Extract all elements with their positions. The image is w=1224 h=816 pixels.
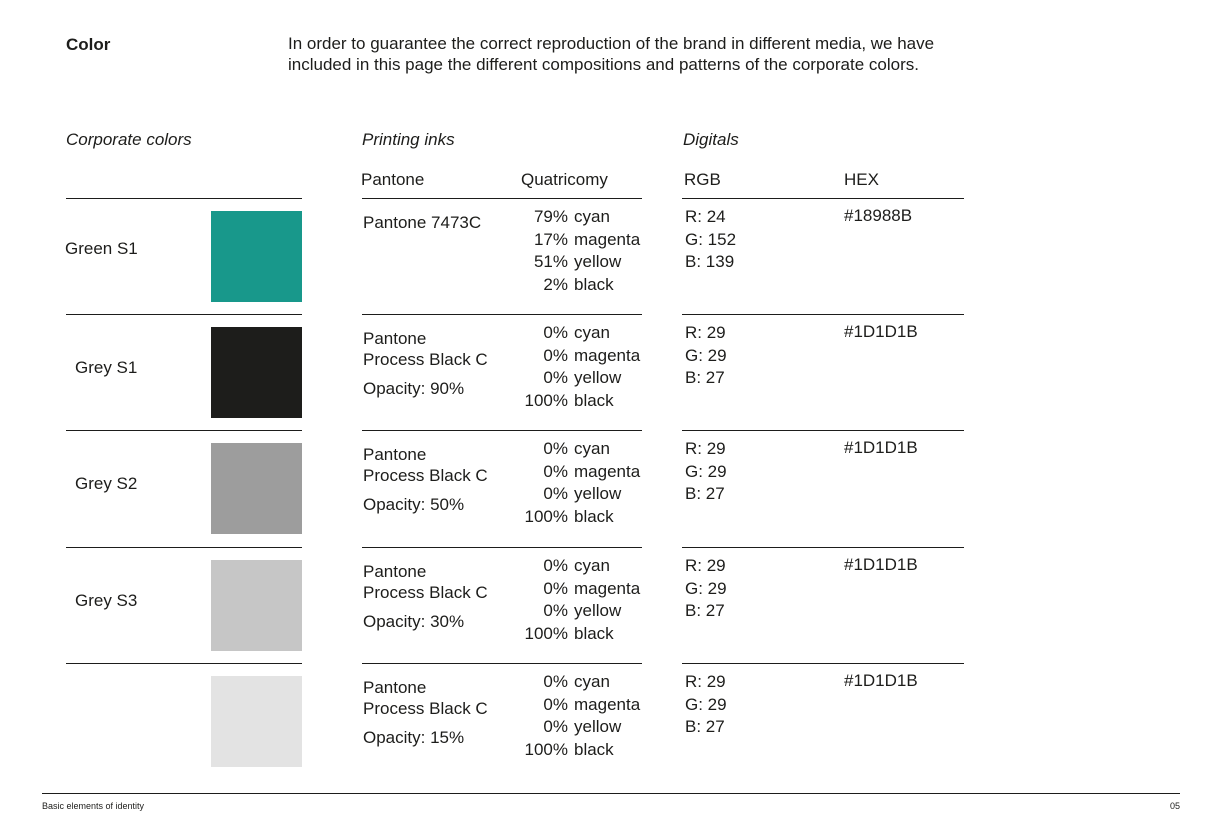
cmyk-line bbox=[510, 694, 640, 717]
opacity-value: Opacity: 15% bbox=[363, 728, 465, 747]
cmyk-ink: magenta bbox=[574, 461, 641, 481]
cmyk-values bbox=[510, 206, 640, 296]
table-row bbox=[0, 430, 1224, 547]
cmyk-line bbox=[510, 623, 640, 646]
cmyk-ink: black bbox=[574, 506, 614, 526]
cmyk-line bbox=[510, 506, 640, 529]
cmyk-percent: 0% bbox=[543, 694, 568, 714]
cmyk-percent: 100% bbox=[524, 623, 568, 643]
hex-value: #1D1D1B bbox=[844, 322, 918, 341]
table-row bbox=[0, 663, 1224, 780]
rgb-line: B: 27 bbox=[685, 601, 725, 620]
cmyk-percent: 0% bbox=[543, 717, 568, 736]
cmyk-percent: 100% bbox=[524, 390, 568, 410]
rgb-values bbox=[685, 671, 727, 739]
page-title: Color bbox=[66, 35, 111, 54]
rgb-values bbox=[685, 206, 736, 274]
cmyk-line bbox=[510, 739, 640, 762]
cmyk-line bbox=[510, 600, 640, 623]
cmyk-percent: 79% bbox=[533, 207, 568, 226]
rgb-line: R: 29 bbox=[685, 439, 726, 458]
intro-paragraph: In order to guarantee the correct reproduction of the brand in different media, we have included in this page the different compositions and patterns of the corporate colors. bbox=[288, 34, 935, 74]
color-name: Grey S2 bbox=[75, 474, 138, 493]
cmyk-line bbox=[510, 578, 640, 601]
cmyk-line bbox=[510, 461, 640, 484]
cmyk-percent: 0% bbox=[543, 556, 568, 575]
rgb-line: B: 139 bbox=[685, 252, 735, 271]
rgb-line: G: 29 bbox=[685, 694, 727, 714]
color-name: Grey S1 bbox=[75, 358, 138, 377]
cmyk-ink: yellow bbox=[574, 601, 622, 620]
cmyk-ink: black bbox=[574, 739, 614, 759]
color-swatch bbox=[211, 211, 302, 302]
page-number: 05 bbox=[1169, 801, 1180, 811]
column-quatricomy: Quatricomy bbox=[521, 170, 608, 189]
pantone-line: Pantone bbox=[363, 445, 427, 464]
cmyk-percent: 100% bbox=[524, 506, 568, 526]
pantone-line: Process Black C bbox=[363, 583, 488, 602]
rgb-line: B: 27 bbox=[685, 368, 725, 387]
color-swatch bbox=[211, 676, 302, 767]
cmyk-percent: 0% bbox=[543, 578, 568, 598]
rgb-values bbox=[685, 438, 727, 506]
cmyk-ink: black bbox=[574, 390, 614, 410]
cmyk-ink: yellow bbox=[574, 484, 622, 503]
cmyk-ink: magenta bbox=[574, 229, 641, 249]
cmyk-line bbox=[510, 438, 640, 461]
cmyk-ink: yellow bbox=[574, 252, 622, 271]
pantone-value bbox=[363, 561, 488, 603]
color-swatch bbox=[211, 443, 302, 534]
rgb-line: G: 29 bbox=[685, 578, 727, 598]
cmyk-ink: magenta bbox=[574, 345, 641, 365]
footer-divider bbox=[42, 793, 1180, 794]
color-swatch bbox=[211, 560, 302, 651]
cmyk-ink: cyan bbox=[574, 323, 610, 342]
cmyk-percent: 0% bbox=[543, 439, 568, 458]
rgb-values bbox=[685, 555, 727, 623]
color-name: Green S1 bbox=[65, 239, 138, 258]
cmyk-line bbox=[510, 555, 640, 578]
column-rgb: RGB bbox=[684, 170, 721, 189]
cmyk-line bbox=[510, 345, 640, 368]
cmyk-line bbox=[510, 390, 640, 413]
cmyk-ink: cyan bbox=[574, 556, 610, 575]
cmyk-ink: black bbox=[574, 623, 614, 643]
rgb-line: R: 29 bbox=[685, 556, 726, 575]
cmyk-ink: cyan bbox=[574, 672, 610, 691]
pantone-value bbox=[363, 328, 488, 370]
column-hex: HEX bbox=[844, 170, 879, 189]
hex-value: #1D1D1B bbox=[844, 438, 918, 457]
section-corporate-colors: Corporate colors bbox=[66, 130, 192, 149]
opacity-value: Opacity: 90% bbox=[363, 379, 465, 398]
table-row bbox=[0, 314, 1224, 431]
hex-value: #18988B bbox=[844, 206, 913, 225]
cmyk-percent: 0% bbox=[543, 601, 568, 620]
pantone-value bbox=[363, 677, 488, 719]
cmyk-ink: yellow bbox=[574, 368, 622, 387]
pantone-line: Pantone bbox=[363, 562, 427, 581]
pantone-value bbox=[363, 212, 481, 233]
pantone-line: Process Black C bbox=[363, 699, 488, 718]
cmyk-line bbox=[510, 716, 640, 739]
rgb-line: R: 24 bbox=[685, 207, 726, 226]
rgb-line: G: 29 bbox=[685, 461, 727, 481]
rgb-line: R: 29 bbox=[685, 323, 726, 342]
pantone-line: Pantone bbox=[363, 678, 427, 697]
rgb-line: B: 27 bbox=[685, 717, 725, 736]
cmyk-ink: cyan bbox=[574, 439, 610, 458]
cmyk-percent: 17% bbox=[533, 229, 568, 249]
cmyk-line bbox=[510, 274, 640, 297]
hex-value: #1D1D1B bbox=[844, 555, 918, 574]
cmyk-percent: 51% bbox=[533, 252, 568, 271]
table-row bbox=[0, 547, 1224, 664]
rgb-line: R: 29 bbox=[685, 672, 726, 691]
pantone-value bbox=[363, 444, 488, 486]
cmyk-line bbox=[510, 367, 640, 390]
cmyk-ink: yellow bbox=[574, 717, 622, 736]
rgb-line: B: 27 bbox=[685, 484, 725, 503]
cmyk-values bbox=[510, 671, 640, 761]
column-pantone: Pantone bbox=[361, 170, 425, 189]
cmyk-values bbox=[510, 438, 640, 528]
cmyk-percent: 0% bbox=[543, 672, 568, 691]
section-digitals: Digitals bbox=[683, 130, 739, 149]
table-row bbox=[0, 198, 1224, 315]
cmyk-percent: 0% bbox=[543, 345, 568, 365]
cmyk-line bbox=[510, 251, 640, 274]
cmyk-ink: magenta bbox=[574, 694, 641, 714]
pantone-line: Pantone 7473C bbox=[363, 213, 482, 232]
cmyk-line bbox=[510, 322, 640, 345]
rgb-line: G: 152 bbox=[685, 229, 737, 249]
footer-label: Basic elements of identity bbox=[42, 801, 145, 811]
cmyk-values bbox=[510, 555, 640, 645]
section-printing-inks: Printing inks bbox=[362, 130, 455, 149]
hex-value: #1D1D1B bbox=[844, 671, 918, 690]
cmyk-percent: 0% bbox=[543, 368, 568, 387]
cmyk-line bbox=[510, 671, 640, 694]
color-swatch bbox=[211, 327, 302, 418]
pantone-line: Process Black C bbox=[363, 350, 488, 369]
color-name: Grey S3 bbox=[75, 591, 138, 610]
pantone-line: Process Black C bbox=[363, 466, 488, 485]
cmyk-values bbox=[510, 322, 640, 412]
cmyk-ink: cyan bbox=[574, 207, 610, 226]
cmyk-percent: 0% bbox=[543, 484, 568, 503]
opacity-value: Opacity: 30% bbox=[363, 612, 465, 631]
rgb-line: G: 29 bbox=[685, 345, 727, 365]
cmyk-ink: black bbox=[574, 274, 614, 294]
cmyk-line bbox=[510, 206, 640, 229]
cmyk-percent: 0% bbox=[543, 323, 568, 342]
pantone-line: Pantone bbox=[363, 329, 427, 348]
cmyk-percent: 2% bbox=[543, 274, 568, 294]
cmyk-line bbox=[510, 483, 640, 506]
cmyk-ink: magenta bbox=[574, 578, 641, 598]
rgb-values bbox=[685, 322, 727, 390]
opacity-value: Opacity: 50% bbox=[363, 495, 465, 514]
cmyk-percent: 100% bbox=[524, 739, 568, 759]
cmyk-line bbox=[510, 229, 640, 252]
cmyk-percent: 0% bbox=[543, 461, 568, 481]
